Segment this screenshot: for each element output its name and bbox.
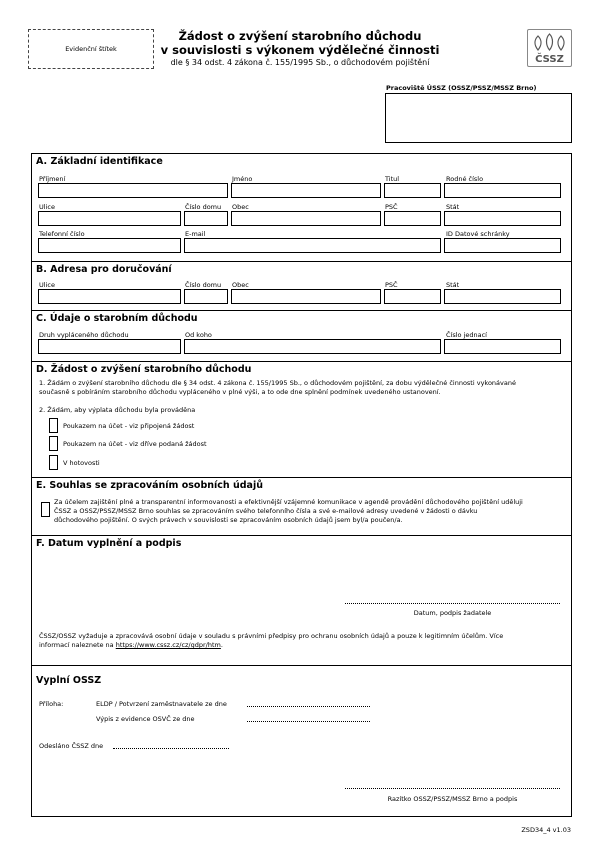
label-psc: PSČ [385, 203, 398, 211]
gdpr-link[interactable]: https://www.cssz.cz/cz/gdpr/htm [115, 641, 221, 649]
option-ucet-pripojena: Poukazem na účet - viz připojená žádost [63, 422, 195, 430]
checkbox-ucet-pripojena[interactable] [49, 418, 58, 433]
field-druh-duchodu[interactable] [38, 339, 181, 354]
field-prijmeni[interactable] [38, 183, 228, 198]
gdpr-text-line2 [39, 641, 223, 649]
odeslano-date-line[interactable] [113, 748, 229, 749]
label-email: E-mail [185, 230, 206, 238]
label-prijmeni: Příjmení [39, 175, 66, 183]
field-od-koho[interactable] [184, 339, 441, 354]
label-b-cislo-domu: Číslo domu [185, 281, 222, 289]
field-cislo-domu[interactable] [184, 211, 228, 226]
label-obec: Obec [232, 203, 249, 211]
label-b-ulice: Ulice [39, 281, 55, 289]
section-c [31, 310, 572, 361]
label-titul: Titul [385, 175, 400, 183]
form-code: ZSD34_4 v1.03 [521, 826, 571, 834]
label-druh-duchodu: Druh vypláceného důchodu [39, 331, 129, 339]
field-email[interactable] [184, 238, 441, 253]
signature-line[interactable] [345, 603, 560, 604]
label-cislo-jednaci: Číslo jednací [446, 331, 487, 339]
field-rodne-cislo[interactable] [444, 183, 561, 198]
field-cislo-jednaci[interactable] [444, 339, 561, 354]
label-ulice: Ulice [39, 203, 55, 211]
label-b-obec: Obec [232, 281, 249, 289]
office-label: Pracoviště ÚSSZ (OSSZ/PSSZ/MSSZ Brno) [386, 84, 537, 92]
section-a-title: A. Základní identifikace [36, 156, 163, 167]
gdpr-prefix: informací naleznete na [39, 641, 116, 649]
section-ossz [31, 665, 572, 817]
stamp-box [28, 29, 154, 69]
field-psc[interactable] [384, 211, 441, 226]
label-eldp: ELDP / Potvrzení zaměstnavatele ze dne [96, 700, 227, 708]
field-b-cislo-domu[interactable] [184, 289, 228, 304]
stamp-box-label: Evidenční štítek [65, 45, 117, 53]
title-subtitle: dle § 34 odst. 4 zákona č. 155/1995 Sb., o důchodovém pojištění [170, 58, 430, 67]
office-box[interactable] [385, 93, 572, 143]
label-telefon: Telefonní číslo [39, 230, 85, 238]
label-rodne-cislo: Rodné číslo [446, 175, 484, 183]
eldp-date-line[interactable] [247, 706, 370, 707]
ossz-title: Vyplní OSSZ [36, 675, 102, 686]
field-jmeno[interactable] [231, 183, 381, 198]
label-jmeno: Jméno [232, 175, 253, 183]
vypis-date-line[interactable] [247, 721, 370, 722]
title-line-2: v souvislosti s výkonem výdělečné činnosti [160, 43, 440, 57]
lime-leaves-icon [528, 33, 571, 53]
section-b-title: B. Adresa pro doručování [36, 264, 172, 275]
signature-label: Datum, podpis žadatele [413, 609, 492, 617]
e-text-line3: důchodového pojištění. O svých právech v souvislosti se zpracováním osobních údajů jsem byl/a poučen/a. [54, 516, 403, 524]
section-f [31, 535, 572, 665]
field-b-obec[interactable] [231, 289, 381, 304]
checkbox-ucet-drive[interactable] [49, 436, 58, 451]
label-b-stat: Stát [446, 281, 460, 289]
checkbox-hotovost[interactable] [49, 455, 58, 470]
section-f-title: F. Datum vyplnění a podpis [36, 538, 182, 549]
field-datova-schranka[interactable] [444, 238, 561, 253]
field-b-stat[interactable] [444, 289, 561, 304]
label-stat: Stát [446, 203, 460, 211]
gdpr-suffix: . [220, 641, 223, 649]
label-datova-schranka: ID Datové schránky [446, 230, 510, 238]
section-e-title: E. Souhlas se zpracováním osobních údajů [36, 480, 263, 491]
section-b [31, 261, 572, 310]
section-c-title: C. Údaje o starobním důchodu [36, 313, 198, 324]
section-d [31, 361, 572, 477]
label-priloha: Příloha: [39, 700, 64, 708]
label-vypis-osvc: Výpis z evidence OSVČ ze dne [96, 715, 195, 723]
field-telefon[interactable] [38, 238, 181, 253]
option-ucet-drive: Poukazem na účet - viz dříve podaná žádost [63, 440, 207, 448]
razitko-line[interactable] [345, 788, 560, 789]
gdpr-text-line1: ČSSZ/OSSZ vyžaduje a zpracovává osobní údaje v souladu s právními předpisy pro ochranu osobních údajů a pouze k legitimním účelům. Více [39, 632, 504, 640]
d-item1-line1: 1. Žádám o zvýšení starobního důchodu dle § 34 odst. 4 zákona č. 155/1995 Sb., o důchodovém pojištění, za dobu výdělečné činnosti vykonávané [39, 379, 516, 387]
field-b-psc[interactable] [384, 289, 441, 304]
e-text-line2: ČSSZ a OSSZ/PSSZ/MSSZ Brno souhlas se zpracováním svého telefonního čísla a své e-mailové adresy uvedené v žádosti o dávku [54, 507, 478, 515]
label-cislo-domu: Číslo domu [185, 203, 222, 211]
cssz-logo [527, 29, 572, 67]
section-d-title: D. Žádost o zvýšení starobního důchodu [36, 364, 252, 375]
field-stat[interactable] [444, 211, 561, 226]
d-item1-line2: současně s pobíráním starobního důchodu vypláceného v plné výši, a to ode dne splnění podmínek uvedeného ustanovení. [39, 388, 441, 396]
title-line-1: Žádost o zvýšení starobního důchodu [178, 29, 422, 43]
section-a [31, 153, 572, 261]
field-obec[interactable] [231, 211, 381, 226]
field-b-ulice[interactable] [38, 289, 181, 304]
field-ulice[interactable] [38, 211, 181, 226]
label-od-koho: Od koho [185, 331, 212, 339]
e-text-line1: Za účelem zajištění plné a transparentní informovanosti a efektivnější vzájemné komunikace v agendě provádění důchodového pojištění uděluji [54, 498, 523, 506]
checkbox-souhlas[interactable] [41, 502, 50, 517]
form-title [155, 29, 445, 69]
logo-text: ČSSZ [535, 54, 564, 65]
field-titul[interactable] [384, 183, 441, 198]
razitko-label: Razítko OSSZ/PSSZ/MSSZ Brno a podpis [387, 795, 518, 803]
label-b-psc: PSČ [385, 281, 398, 289]
section-e [31, 477, 572, 535]
d-item2: 2. Žádám, aby výplata důchodu byla prováděna [39, 406, 196, 414]
option-hotovost: V hotovosti [63, 459, 100, 467]
label-odeslano: Odesláno ČSSZ dne [39, 742, 104, 750]
